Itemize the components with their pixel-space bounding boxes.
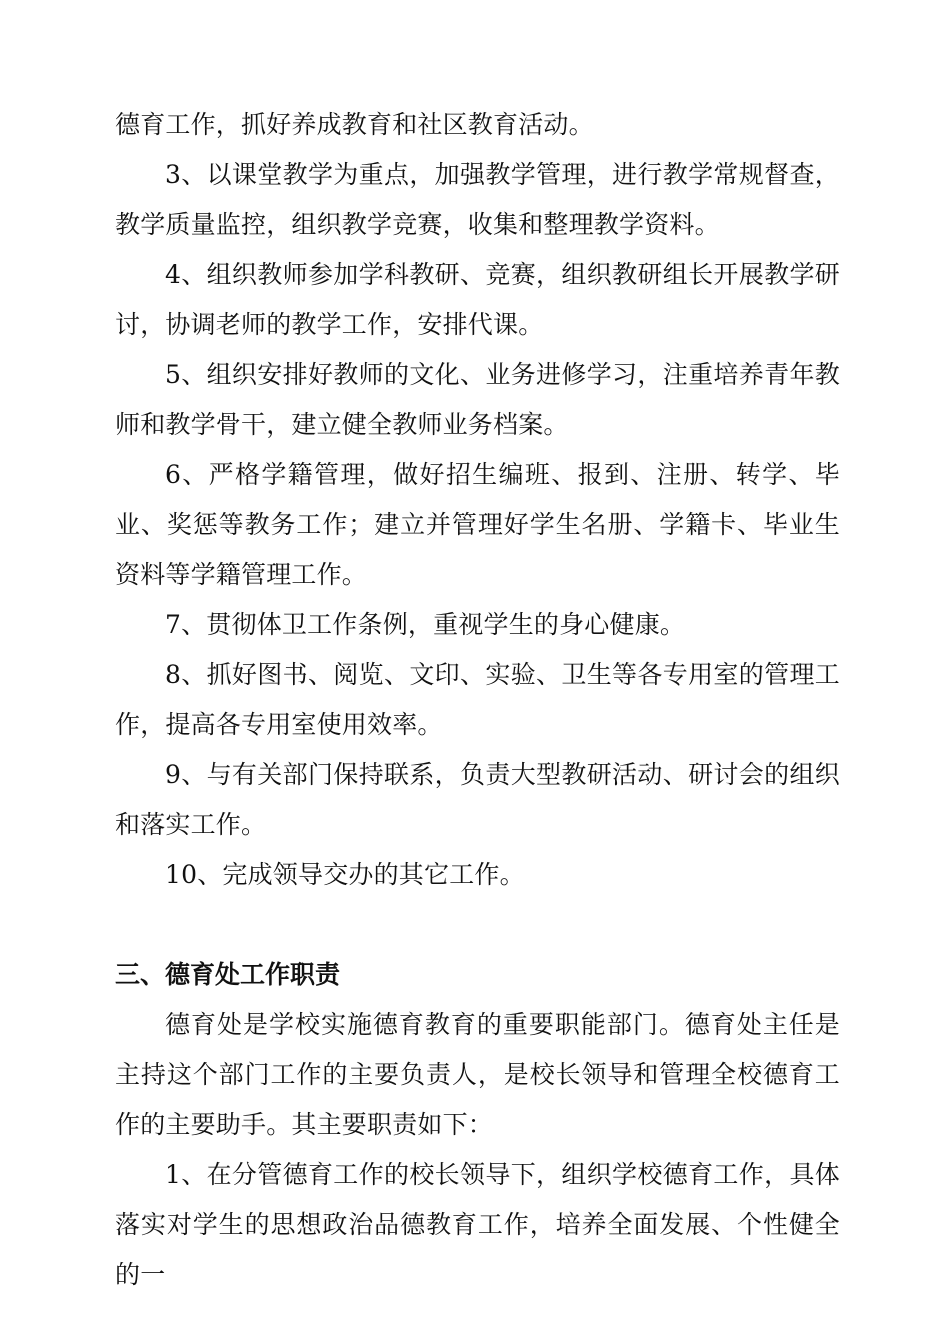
paragraph-item-5: 5、组织安排好教师的文化、业务进修学习，注重培养青年教师和教学骨干，建立健全教师业务档案。 [115,360,840,439]
paragraph-item-7: 7、贯彻体卫工作条例，重视学生的身心健康。 [165,610,686,639]
paragraph-duty-1: 1、在分管德育工作的校长领导下，组织学校德育工作，具体落实对学生的思想政治品德教育工作，培养全面发展、个性健全的一 [115,1160,840,1289]
section-gap [115,900,840,950]
document-page [115,100,840,1300]
paragraph-item-8: 8、抓好图书、阅览、文印、实验、卫生等各专用室的管理工作，提高各专用室使用效率。 [115,660,840,739]
paragraph-item-3: 3、以课堂教学为重点，加强教学管理，进行教学常规督查，教学质量监控，组织教学竞赛，收集和整理教学资料。 [115,160,840,239]
paragraph-item-10: 10、完成领导交办的其它工作。 [165,860,525,889]
paragraph-item-9: 9、与有关部门保持联系，负责大型教研活动、研讨会的组织和落实工作。 [115,760,840,839]
paragraph-item-4: 4、组织教师参加学科教研、竞赛，组织教研组长开展教学研讨，协调老师的教学工作，安排代课。 [115,260,840,339]
section-heading: 三、德育处工作职责 [115,960,341,989]
paragraph-intro: 德育处是学校实施德育教育的重要职能部门。德育处主任是主持这个部门工作的主要负责人，是校长领导和管理全校德育工作的主要助手。其主要职责如下： [115,1010,840,1139]
paragraph-item-6: 6、严格学籍管理，做好招生编班、报到、注册、转学、毕业、奖惩等教务工作；建立并管理好学生名册、学籍卡、毕业生资料等学籍管理工作。 [115,460,840,589]
paragraph-continuation: 德育工作，抓好养成教育和社区教育活动。 [115,110,594,139]
